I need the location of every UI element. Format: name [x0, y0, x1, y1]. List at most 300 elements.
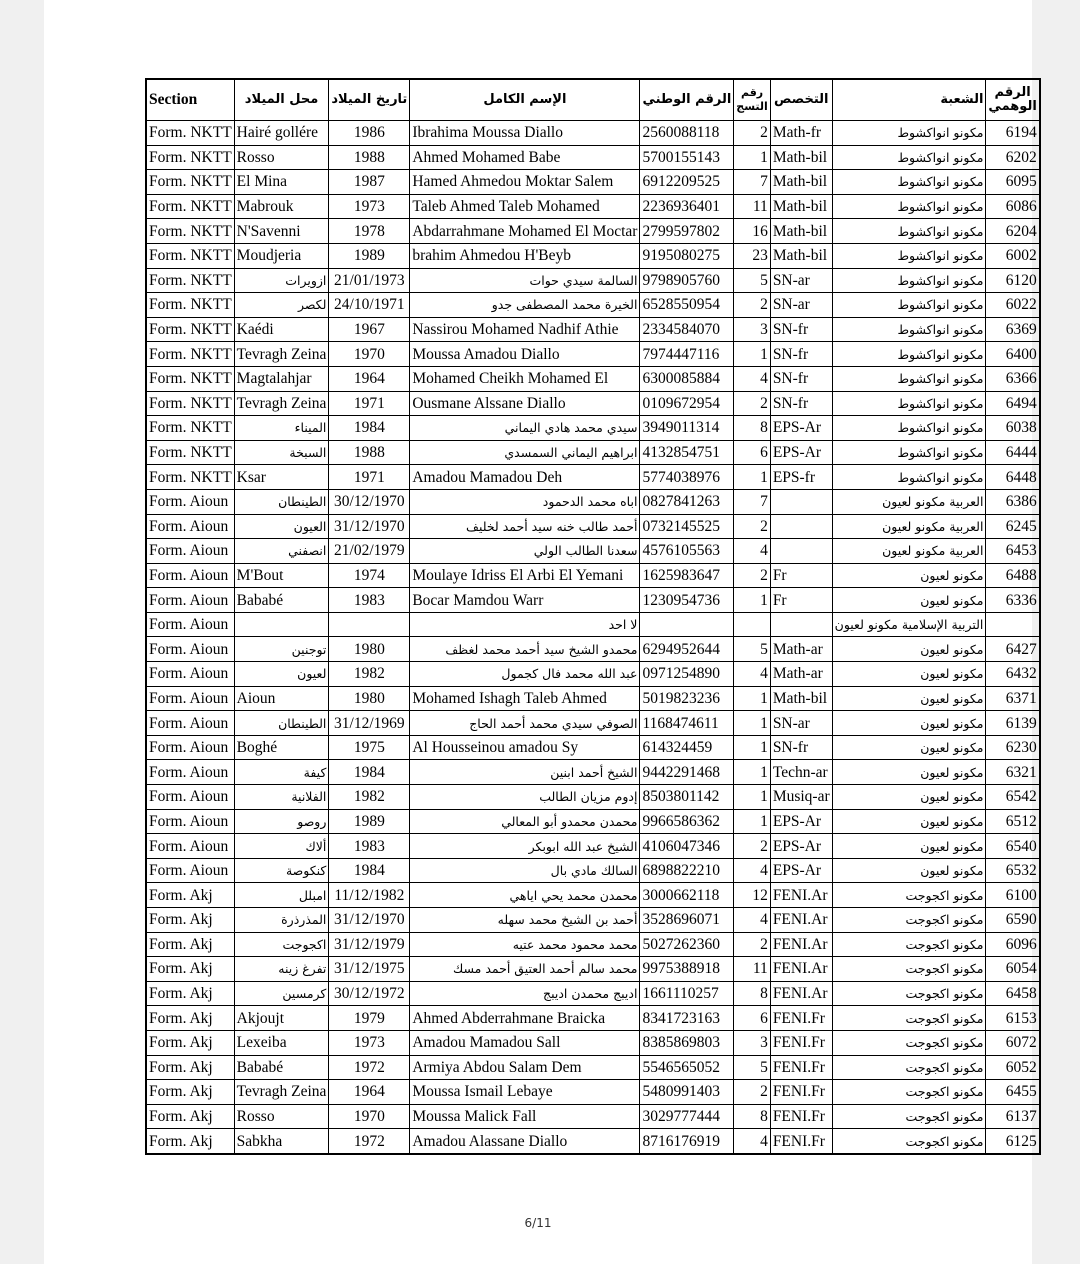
cell-virtual-id: 6095: [986, 170, 1040, 195]
table-row: [146, 809, 1040, 834]
table-row: [146, 612, 1040, 637]
cell-specialty: FENI.Ar: [770, 932, 832, 957]
cell-branch: مكونو اكجوجت: [832, 957, 986, 982]
cell-specialty: SN-ar: [770, 268, 832, 293]
table-row: [146, 908, 1040, 933]
cell-birth-date: 1970: [329, 1104, 410, 1129]
cell-birth-place: Bababé: [234, 588, 329, 613]
cell-branch: مكونو اكجوجت: [832, 932, 986, 957]
cell-section: Form. Aioun: [146, 711, 234, 736]
cell-branch: مكونو لعيون: [832, 686, 986, 711]
cell-virtual-id: 6444: [986, 440, 1040, 465]
cell-rank: 7: [734, 170, 771, 195]
cell-birth-date: 31/12/1969: [329, 711, 410, 736]
table-row: [146, 981, 1040, 1006]
cell-full-name: Hamed Ahmedou Moktar Salem: [410, 170, 640, 195]
cell-birth-place: Akjoujt: [234, 1006, 329, 1031]
cell-birth-date: 1984: [329, 760, 410, 785]
cell-section: Form. Aioun: [146, 785, 234, 810]
cell-virtual-id: 6125: [986, 1129, 1040, 1154]
cell-full-name: اديبج محمدن اديبج: [410, 981, 640, 1006]
cell-virtual-id: 6336: [986, 588, 1040, 613]
cell-national-id: 0827841263: [640, 489, 734, 514]
cell-rank: 4: [734, 908, 771, 933]
cell-branch: مكونو اكجوجت: [832, 1030, 986, 1055]
cell-branch: مكونو لعيون: [832, 858, 986, 883]
cell-section: Form. NKTT: [146, 194, 234, 219]
header-birth-date: تاريخ الميلاد: [329, 79, 410, 121]
cell-virtual-id: 6002: [986, 243, 1040, 268]
cell-birth-place: Kaédi: [234, 317, 329, 342]
table-header-row: [146, 79, 1040, 121]
cell-birth-place: كيفة: [234, 760, 329, 785]
cell-birth-place: Aioun: [234, 686, 329, 711]
cell-section: Form. Akj: [146, 957, 234, 982]
cell-full-name: Ahmed Abderrahmane Braicka: [410, 1006, 640, 1031]
cell-full-name: الشيخ عبد الله ابوبكر: [410, 834, 640, 859]
cell-branch: مكونو انواكشوط: [832, 121, 986, 146]
cell-national-id: [640, 612, 734, 637]
table-row: [146, 1129, 1040, 1154]
cell-rank: 4: [734, 662, 771, 687]
cell-birth-place: Magtalahjar: [234, 366, 329, 391]
cell-virtual-id: 6542: [986, 785, 1040, 810]
cell-section: Form. NKTT: [146, 465, 234, 490]
cell-full-name: Mohamed Ishagh Taleb Ahmed: [410, 686, 640, 711]
cell-national-id: 9966586362: [640, 809, 734, 834]
cell-section: Form. Aioun: [146, 662, 234, 687]
cell-specialty: FENI.Fr: [770, 1030, 832, 1055]
cell-birth-place: ازويرات: [234, 268, 329, 293]
cell-birth-date: 1971: [329, 391, 410, 416]
cell-virtual-id: 6540: [986, 834, 1040, 859]
cell-branch: مكونو انواكشوط: [832, 170, 986, 195]
cell-national-id: 5480991403: [640, 1080, 734, 1105]
table-body: [146, 121, 1040, 1154]
table-row: [146, 170, 1040, 195]
cell-section: Form. NKTT: [146, 293, 234, 318]
cell-national-id: 8716176919: [640, 1129, 734, 1154]
table-row: [146, 391, 1040, 416]
cell-full-name: Amadou Mamadou Sall: [410, 1030, 640, 1055]
cell-birth-place: الميناء: [234, 416, 329, 441]
cell-full-name: Armiya Abdou Salam Dem: [410, 1055, 640, 1080]
cell-national-id: 5700155143: [640, 145, 734, 170]
cell-section: Form. Aioun: [146, 735, 234, 760]
table-row: [146, 317, 1040, 342]
cell-branch: مكونو اكجوجت: [832, 908, 986, 933]
cell-birth-date: 1967: [329, 317, 410, 342]
header-branch: الشعبة: [832, 79, 986, 121]
table-row: [146, 735, 1040, 760]
cell-national-id: 8341723163: [640, 1006, 734, 1031]
cell-birth-place: المذرذرة: [234, 908, 329, 933]
cell-full-name: Bocar Mamdou Warr: [410, 588, 640, 613]
cell-full-name: أحمد بن الشيخ محمد سهله: [410, 908, 640, 933]
cell-branch: مكونو انواكشوط: [832, 465, 986, 490]
cell-rank: 1: [734, 342, 771, 367]
cell-birth-date: 1964: [329, 366, 410, 391]
cell-birth-place: توجنين: [234, 637, 329, 662]
cell-birth-place: لعيون: [234, 662, 329, 687]
cell-rank: 1: [734, 735, 771, 760]
cell-virtual-id: 6532: [986, 858, 1040, 883]
cell-full-name: سيدي محمد هادي اليماني: [410, 416, 640, 441]
table-row: [146, 834, 1040, 859]
cell-virtual-id: 6153: [986, 1006, 1040, 1031]
page-number: 6/11: [524, 1216, 552, 1230]
cell-birth-date: 1972: [329, 1129, 410, 1154]
cell-national-id: 5774038976: [640, 465, 734, 490]
cell-birth-date: 1971: [329, 465, 410, 490]
header-virtual-id: الرقم الوهمي: [986, 79, 1040, 121]
table-row: [146, 1055, 1040, 1080]
cell-national-id: 1230954736: [640, 588, 734, 613]
cell-specialty: Fr: [770, 588, 832, 613]
cell-branch: مكونو اكجوجت: [832, 1080, 986, 1105]
cell-national-id: 6912209525: [640, 170, 734, 195]
cell-national-id: 2236936401: [640, 194, 734, 219]
cell-virtual-id: 6427: [986, 637, 1040, 662]
cell-virtual-id: 6448: [986, 465, 1040, 490]
cell-rank: 4: [734, 858, 771, 883]
cell-birth-date: 1973: [329, 194, 410, 219]
cell-virtual-id: 6321: [986, 760, 1040, 785]
cell-national-id: 9975388918: [640, 957, 734, 982]
cell-virtual-id: 6371: [986, 686, 1040, 711]
cell-rank: 6: [734, 1006, 771, 1031]
cell-national-id: 1168474611: [640, 711, 734, 736]
cell-full-name: Taleb Ahmed Taleb Mohamed: [410, 194, 640, 219]
table-row: [146, 366, 1040, 391]
cell-rank: 12: [734, 883, 771, 908]
cell-specialty: Math-fr: [770, 121, 832, 146]
header-national-id: الرقم الوطني: [640, 79, 734, 121]
cell-national-id: 6898822210: [640, 858, 734, 883]
table-row: [146, 711, 1040, 736]
cell-birth-place: كرمسين: [234, 981, 329, 1006]
cell-specialty: Math-bil: [770, 219, 832, 244]
cell-branch: مكونو انواكشوط: [832, 317, 986, 342]
cell-virtual-id: 6100: [986, 883, 1040, 908]
cell-branch: مكونو انواكشوط: [832, 268, 986, 293]
cell-national-id: 8503801142: [640, 785, 734, 810]
cell-virtual-id: 6202: [986, 145, 1040, 170]
cell-national-id: 8385869803: [640, 1030, 734, 1055]
cell-birth-place: روصو: [234, 809, 329, 834]
cell-national-id: 3000662118: [640, 883, 734, 908]
cell-branch: العربية مكونو لعيون: [832, 489, 986, 514]
cell-branch: مكونو انواكشوط: [832, 391, 986, 416]
cell-virtual-id: 6458: [986, 981, 1040, 1006]
cell-rank: 5: [734, 268, 771, 293]
cell-branch: مكونو اكجوجت: [832, 1129, 986, 1154]
cell-section: Form. NKTT: [146, 317, 234, 342]
cell-birth-place: Rosso: [234, 1104, 329, 1129]
cell-branch: مكونو انواكشوط: [832, 145, 986, 170]
cell-rank: 1: [734, 711, 771, 736]
cell-birth-date: 1989: [329, 809, 410, 834]
cell-rank: 2: [734, 514, 771, 539]
table-row: [146, 440, 1040, 465]
cell-birth-date: 31/12/1975: [329, 957, 410, 982]
table-row: [146, 416, 1040, 441]
cell-section: Form. NKTT: [146, 219, 234, 244]
cell-specialty: [770, 514, 832, 539]
cell-specialty: [770, 612, 832, 637]
cell-section: Form. Akj: [146, 932, 234, 957]
cell-full-name: Moussa Malick Fall: [410, 1104, 640, 1129]
cell-national-id: 3528696071: [640, 908, 734, 933]
table-row: [146, 342, 1040, 367]
cell-specialty: [770, 539, 832, 564]
cell-birth-place: N'Savenni: [234, 219, 329, 244]
table-row: [146, 1080, 1040, 1105]
cell-section: Form. Aioun: [146, 514, 234, 539]
cell-specialty: SN-fr: [770, 391, 832, 416]
cell-virtual-id: 6139: [986, 711, 1040, 736]
cell-branch: مكونو انواكشوط: [832, 243, 986, 268]
cell-section: Form. Akj: [146, 1080, 234, 1105]
cell-birth-place: El Mina: [234, 170, 329, 195]
table-row: [146, 121, 1040, 146]
cell-birth-date: 1989: [329, 243, 410, 268]
table-row: [146, 1030, 1040, 1055]
cell-birth-date: 11/12/1982: [329, 883, 410, 908]
cell-specialty: FENI.Ar: [770, 957, 832, 982]
cell-branch: مكونو لعيون: [832, 588, 986, 613]
header-rank: رقم التسج: [734, 79, 771, 121]
cell-national-id: 3029777444: [640, 1104, 734, 1129]
cell-specialty: FENI.Fr: [770, 1006, 832, 1031]
cell-birth-date: 1980: [329, 686, 410, 711]
cell-specialty: FENI.Fr: [770, 1055, 832, 1080]
cell-specialty: EPS-fr: [770, 465, 832, 490]
cell-rank: 5: [734, 1055, 771, 1080]
cell-section: Form. NKTT: [146, 391, 234, 416]
cell-full-name: الشيخ أحمد ابنين: [410, 760, 640, 785]
cell-full-name: ابراهيم اليماني السمسدي: [410, 440, 640, 465]
cell-branch: مكونو انواكشوط: [832, 194, 986, 219]
cell-national-id: 6300085884: [640, 366, 734, 391]
cell-virtual-id: 6245: [986, 514, 1040, 539]
cell-section: Form. Aioun: [146, 858, 234, 883]
cell-specialty: EPS-Ar: [770, 858, 832, 883]
cell-specialty: FENI.Ar: [770, 981, 832, 1006]
cell-birth-date: 1984: [329, 858, 410, 883]
cell-birth-date: 1975: [329, 735, 410, 760]
cell-section: Form. NKTT: [146, 268, 234, 293]
cell-full-name: Ibrahima Moussa Diallo: [410, 121, 640, 146]
cell-birth-place: العيون: [234, 514, 329, 539]
cell-full-name: سعدنا الطالب الولي: [410, 539, 640, 564]
cell-full-name: السالك مادي بال: [410, 858, 640, 883]
cell-birth-place: Rosso: [234, 145, 329, 170]
cell-national-id: 614324459: [640, 735, 734, 760]
cell-branch: مكونو انواكشوط: [832, 416, 986, 441]
cell-virtual-id: 6230: [986, 735, 1040, 760]
cell-birth-place: Bababé: [234, 1055, 329, 1080]
cell-virtual-id: 6386: [986, 489, 1040, 514]
cell-branch: مكونو انواكشوط: [832, 440, 986, 465]
cell-national-id: 4576105563: [640, 539, 734, 564]
cell-branch: مكونو اكجوجت: [832, 981, 986, 1006]
cell-section: Form. NKTT: [146, 243, 234, 268]
cell-full-name: محمدن محمدو أبو المعالي: [410, 809, 640, 834]
cell-birth-date: 1972: [329, 1055, 410, 1080]
table-row: [146, 539, 1040, 564]
cell-specialty: Techn-ar: [770, 760, 832, 785]
cell-national-id: 5019823236: [640, 686, 734, 711]
cell-birth-date: 30/12/1972: [329, 981, 410, 1006]
cell-birth-date: 1982: [329, 662, 410, 687]
cell-section: Form. Akj: [146, 981, 234, 1006]
cell-virtual-id: 6086: [986, 194, 1040, 219]
cell-specialty: SN-fr: [770, 366, 832, 391]
cell-rank: 5: [734, 637, 771, 662]
cell-full-name: محمد سالم أحمد العتيق أحمد مسك: [410, 957, 640, 982]
cell-specialty: FENI.Fr: [770, 1129, 832, 1154]
table-row: [146, 563, 1040, 588]
cell-specialty: SN-ar: [770, 293, 832, 318]
cell-national-id: 0732145525: [640, 514, 734, 539]
header-specialty: التخصص: [770, 79, 832, 121]
cell-section: Form. Akj: [146, 1129, 234, 1154]
cell-branch: مكونو لعيون: [832, 662, 986, 687]
cell-branch: العربية مكونو لعيون: [832, 539, 986, 564]
cell-rank: 1: [734, 465, 771, 490]
cell-birth-place: Ksar: [234, 465, 329, 490]
cell-birth-place: امبلل: [234, 883, 329, 908]
cell-section: Form. Aioun: [146, 612, 234, 637]
cell-specialty: Musiq-ar: [770, 785, 832, 810]
cell-birth-date: 1978: [329, 219, 410, 244]
cell-national-id: 4132854751: [640, 440, 734, 465]
cell-birth-place: الطينطان: [234, 489, 329, 514]
cell-birth-date: 1980: [329, 637, 410, 662]
cell-virtual-id: 6120: [986, 268, 1040, 293]
cell-section: Form. Aioun: [146, 637, 234, 662]
cell-section: Form. NKTT: [146, 416, 234, 441]
cell-rank: 11: [734, 957, 771, 982]
table-row: [146, 243, 1040, 268]
cell-branch: مكونو لعيون: [832, 809, 986, 834]
candidates-table: [145, 78, 1041, 1155]
cell-specialty: Math-bil: [770, 194, 832, 219]
cell-specialty: SN-fr: [770, 735, 832, 760]
cell-full-name: brahim Ahmedou H'Beyb: [410, 243, 640, 268]
cell-specialty: Math-bil: [770, 243, 832, 268]
cell-branch: مكونو لعيون: [832, 785, 986, 810]
cell-specialty: EPS-Ar: [770, 416, 832, 441]
cell-section: Form. Aioun: [146, 489, 234, 514]
cell-branch: مكونو لعيون: [832, 711, 986, 736]
cell-full-name: عبد الله محمد فال كجمول: [410, 662, 640, 687]
cell-birth-place: ألاك: [234, 834, 329, 859]
cell-virtual-id: 6432: [986, 662, 1040, 687]
cell-national-id: 1625983647: [640, 563, 734, 588]
cell-national-id: 9798905760: [640, 268, 734, 293]
cell-branch: مكونو لعيون: [832, 563, 986, 588]
cell-full-name: Nassirou Mohamed Nadhif Athie: [410, 317, 640, 342]
cell-birth-place: [234, 612, 329, 637]
cell-birth-date: 1988: [329, 145, 410, 170]
cell-rank: 2: [734, 834, 771, 859]
cell-full-name: الصوفي سيدي محمد أحمد الحاج: [410, 711, 640, 736]
cell-rank: 2: [734, 391, 771, 416]
cell-full-name: محمدن محمد يحي اياهي: [410, 883, 640, 908]
cell-full-name: أحمد طالب خنه سيد أحمد لخليف: [410, 514, 640, 539]
cell-full-name: Ousmane Alssane Diallo: [410, 391, 640, 416]
cell-section: Form. Akj: [146, 1006, 234, 1031]
cell-section: Form. Aioun: [146, 834, 234, 859]
cell-section: Form. NKTT: [146, 342, 234, 367]
cell-rank: 2: [734, 932, 771, 957]
cell-section: Form. NKTT: [146, 145, 234, 170]
table-row: [146, 686, 1040, 711]
cell-section: Form. Aioun: [146, 686, 234, 711]
cell-virtual-id: 6590: [986, 908, 1040, 933]
cell-national-id: 2799597802: [640, 219, 734, 244]
cell-birth-place: انصفني: [234, 539, 329, 564]
cell-birth-place: Boghé: [234, 735, 329, 760]
cell-branch: مكونو اكجوجت: [832, 1006, 986, 1031]
cell-section: Form. NKTT: [146, 121, 234, 146]
cell-birth-date: 31/12/1970: [329, 908, 410, 933]
cell-branch: التربية الإسلامية مكونو لعيون: [832, 612, 986, 637]
cell-rank: 1: [734, 145, 771, 170]
cell-full-name: إدوم مزيان الطالب: [410, 785, 640, 810]
cell-full-name: محمد محمود محمد عتيه: [410, 932, 640, 957]
cell-branch: مكونو لعيون: [832, 834, 986, 859]
table-row: [146, 489, 1040, 514]
cell-birth-place: تفرغ زينه: [234, 957, 329, 982]
cell-rank: 3: [734, 317, 771, 342]
table-row: [146, 883, 1040, 908]
cell-birth-date: 1984: [329, 416, 410, 441]
cell-birth-date: 1973: [329, 1030, 410, 1055]
cell-branch: مكونو اكجوجت: [832, 883, 986, 908]
cell-birth-date: 1988: [329, 440, 410, 465]
cell-rank: 1: [734, 760, 771, 785]
cell-virtual-id: 6512: [986, 809, 1040, 834]
cell-rank: [734, 612, 771, 637]
cell-rank: 1: [734, 809, 771, 834]
cell-national-id: 2560088118: [640, 121, 734, 146]
cell-rank: 23: [734, 243, 771, 268]
cell-section: Form. NKTT: [146, 440, 234, 465]
cell-national-id: 2334584070: [640, 317, 734, 342]
cell-full-name: Amadou Alassane Diallo: [410, 1129, 640, 1154]
cell-rank: 3: [734, 1030, 771, 1055]
cell-birth-place: Moudjeria: [234, 243, 329, 268]
cell-full-name: Ahmed Mohamed Babe: [410, 145, 640, 170]
cell-specialty: FENI.Fr: [770, 1080, 832, 1105]
table-row: [146, 858, 1040, 883]
cell-full-name: اباه محمد الدحمود: [410, 489, 640, 514]
cell-specialty: Math-bil: [770, 686, 832, 711]
cell-rank: 1: [734, 588, 771, 613]
cell-birth-place: Tevragh Zeina: [234, 1080, 329, 1105]
cell-rank: 2: [734, 293, 771, 318]
cell-virtual-id: 6194: [986, 121, 1040, 146]
cell-birth-place: اكجوجت: [234, 932, 329, 957]
table-row: [146, 662, 1040, 687]
cell-birth-place: كنكوصة: [234, 858, 329, 883]
cell-specialty: SN-ar: [770, 711, 832, 736]
cell-virtual-id: 6488: [986, 563, 1040, 588]
cell-virtual-id: 6096: [986, 932, 1040, 957]
